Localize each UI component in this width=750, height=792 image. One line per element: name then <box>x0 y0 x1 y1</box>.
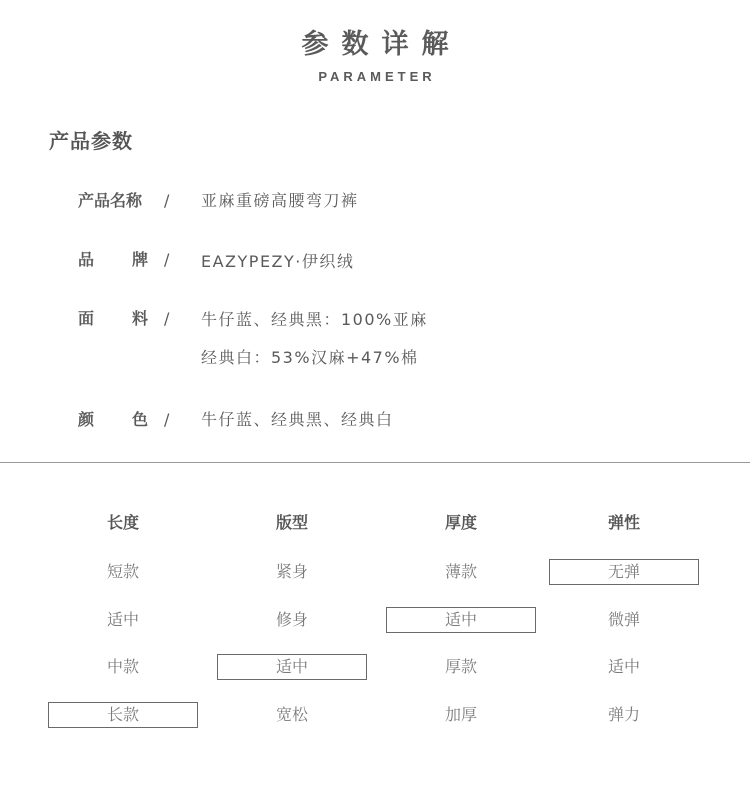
attribute-option: 修身 <box>275 610 308 629</box>
attribute-option-selected: 适中 <box>386 607 536 633</box>
attribute-option: 适中 <box>106 610 139 629</box>
attribute-option: 厚款 <box>444 657 477 676</box>
page-title: 参数详解 <box>301 29 462 60</box>
param-value-color: 牛仔蓝、经典黑、经典白 <box>201 410 394 429</box>
param-value-fabric-line1: 牛仔蓝、经典黑：100%亚麻 <box>201 310 428 329</box>
param-label-char: 面 <box>78 309 95 328</box>
attribute-option: 适中 <box>607 657 640 676</box>
param-value-name: 亚麻重磅高腰弯刀裤 <box>201 191 359 210</box>
attribute-option-selected: 无弹 <box>549 559 699 585</box>
param-label-char: 品 <box>78 250 95 269</box>
param-label-char: 颜 <box>78 410 95 429</box>
param-value-brand: EAZYPEZY·伊织绒 <box>201 252 355 271</box>
attribute-option: 紧身 <box>275 562 308 581</box>
attribute-option: 中款 <box>106 657 139 676</box>
attribute-header: 弹性 <box>607 513 640 532</box>
param-separator: / <box>164 250 170 269</box>
section-title: 产品参数 <box>49 129 133 153</box>
param-label-name: 产品名称 <box>78 191 143 210</box>
param-label-char: 牌 <box>131 250 148 269</box>
param-label-color <box>78 409 148 431</box>
attribute-option: 微弹 <box>607 610 640 629</box>
section-divider <box>0 462 750 463</box>
attribute-option: 宽松 <box>275 705 308 724</box>
attribute-header: 版型 <box>275 513 308 532</box>
attribute-option: 短款 <box>106 562 139 581</box>
attribute-option-selected: 适中 <box>217 654 367 680</box>
param-separator: / <box>164 410 170 429</box>
page-header <box>0 26 750 86</box>
param-label-fabric <box>78 308 148 330</box>
param-value-fabric-line2: 经典白：53%汉麻+47%棉 <box>201 348 419 367</box>
param-label-brand <box>78 249 148 271</box>
param-label-char: 料 <box>131 309 148 328</box>
param-separator: / <box>164 309 170 328</box>
attribute-header: 长度 <box>106 513 139 532</box>
attribute-header: 厚度 <box>444 513 477 532</box>
param-label-char: 色 <box>131 410 148 429</box>
attribute-option: 薄款 <box>444 562 477 581</box>
attribute-option: 弹力 <box>607 705 640 724</box>
param-separator: / <box>164 191 170 210</box>
attribute-option: 加厚 <box>444 705 477 724</box>
attribute-option-selected: 长款 <box>48 702 198 728</box>
page-subtitle: PARAMETER <box>318 69 436 84</box>
